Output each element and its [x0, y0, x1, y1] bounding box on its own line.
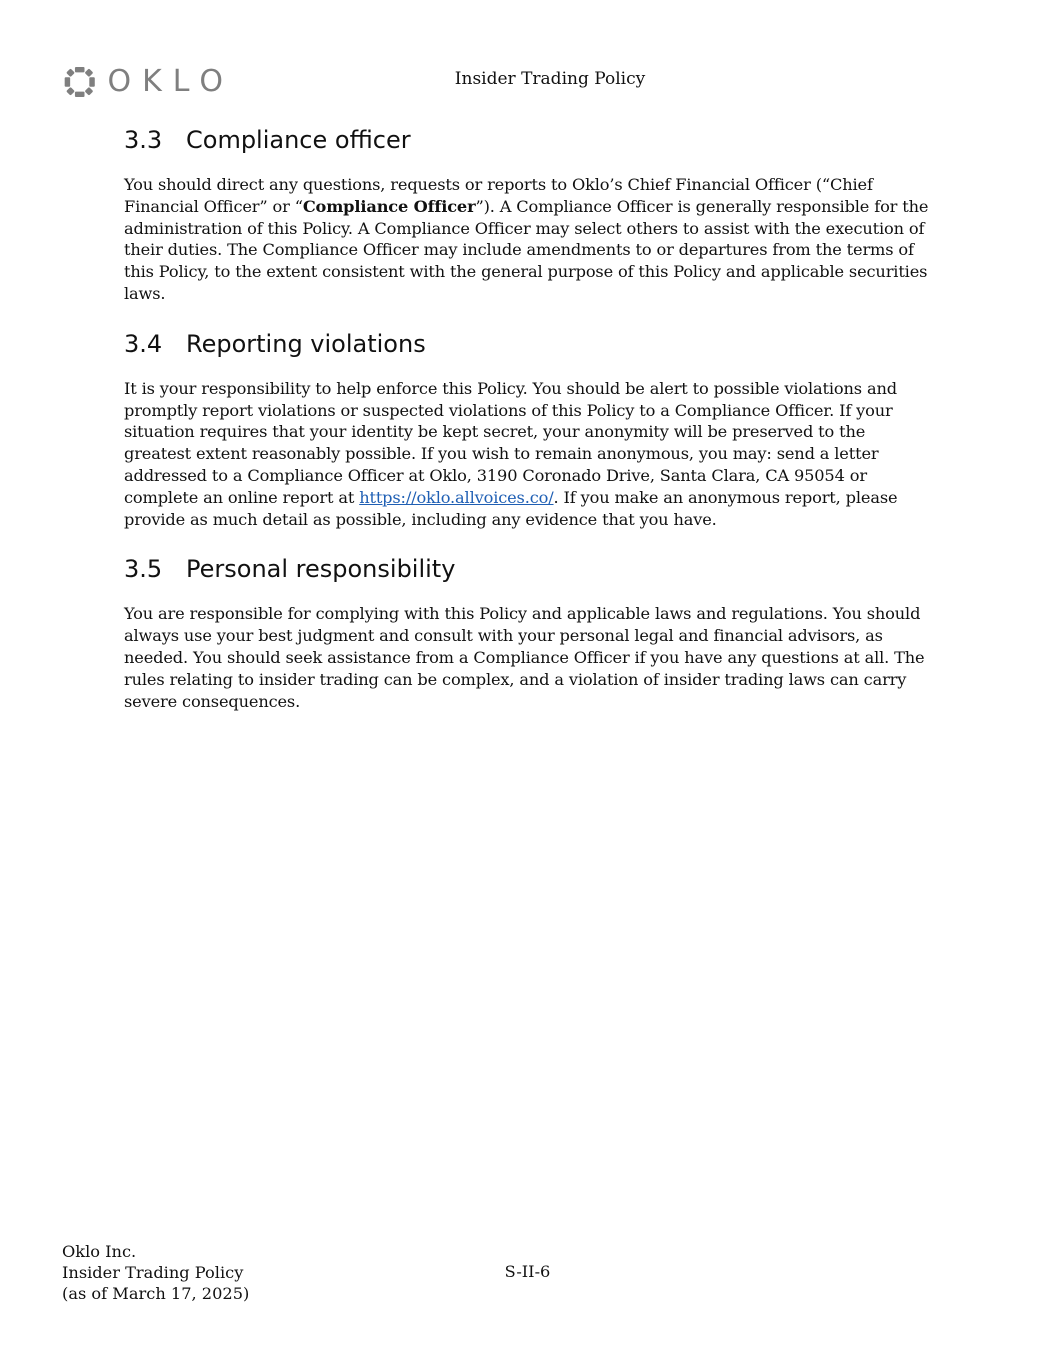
defined-term: Compliance Officer: [302, 196, 476, 216]
section-title: Personal responsibility: [186, 555, 456, 584]
section-paragraph: [124, 174, 934, 305]
paragraph-text: . If you make an anonymous report, please provide as much detail as possible, including any evidence that you have.: [124, 487, 898, 529]
paragraph-text: You should direct any questions, requests or reports to Oklo’s Chief Financial Officer (“Chief Financial Officer” or “: [124, 175, 873, 216]
section-compliance-officer: [124, 124, 934, 305]
footer-doc-title: Insider Trading Policy: [62, 1263, 244, 1282]
footer-company: Oklo Inc.: [62, 1242, 137, 1261]
page-number: S-II-6: [504, 1262, 551, 1281]
logo-wordmark: OKLO: [107, 64, 234, 99]
section-title: Reporting violations: [186, 329, 426, 358]
section-number: 3.4: [124, 329, 163, 358]
section-personal-responsibility: [124, 553, 934, 712]
section-paragraph: [124, 378, 934, 531]
section-number: 3.3: [124, 126, 163, 154]
section-title: Compliance officer: [186, 126, 411, 154]
allvoices-report-link[interactable]: https://oklo.allvoices.co/: [359, 487, 554, 507]
document-body: [124, 124, 934, 712]
section-number: 3.5: [124, 555, 163, 584]
section-heading: [124, 328, 934, 360]
section-reporting-violations: [124, 328, 934, 531]
section-heading: [124, 553, 934, 585]
section-heading: [124, 124, 934, 156]
running-header-title: Insider Trading Policy: [454, 69, 646, 89]
footer-date: (as of March 17, 2025): [62, 1284, 250, 1303]
paragraph-text: ”). A Compliance Officer is generally responsible for the administration of this Policy. A Compliance Officer may select others to assist with the execution of their duties. The Compliance Officer may include amendments to or departures from the terms of this Policy, to the extent consistent with the general purpose of this Policy and applicable securities laws.: [124, 196, 929, 303]
section-paragraph: You are responsible for complying with this Policy and applicable laws and regulations. You should always use your best judgment and consult with your personal legal and financial advisors, as needed. You should seek assistance from a Compliance Officer if you have any questions at all. The rules relating to insider trading can be complex, and a violation of insider trading laws can carry severe consequences.: [124, 604, 925, 711]
paragraph-text: It is your responsibility to help enforce this Policy. You should be alert to possible violations and promptly report violations or suspected violations of this Policy to a Compliance Officer. If your situation requires that your identity be kept secret, your anonymity will be preserved to the greatest extent reasonably possible. If you wish to remain anonymous, you may: send a letter addressed to a Compliance Officer at Oklo, 3190 Coronado Drive, Santa Clara, CA 95054 or complete an online report at: [124, 378, 897, 507]
